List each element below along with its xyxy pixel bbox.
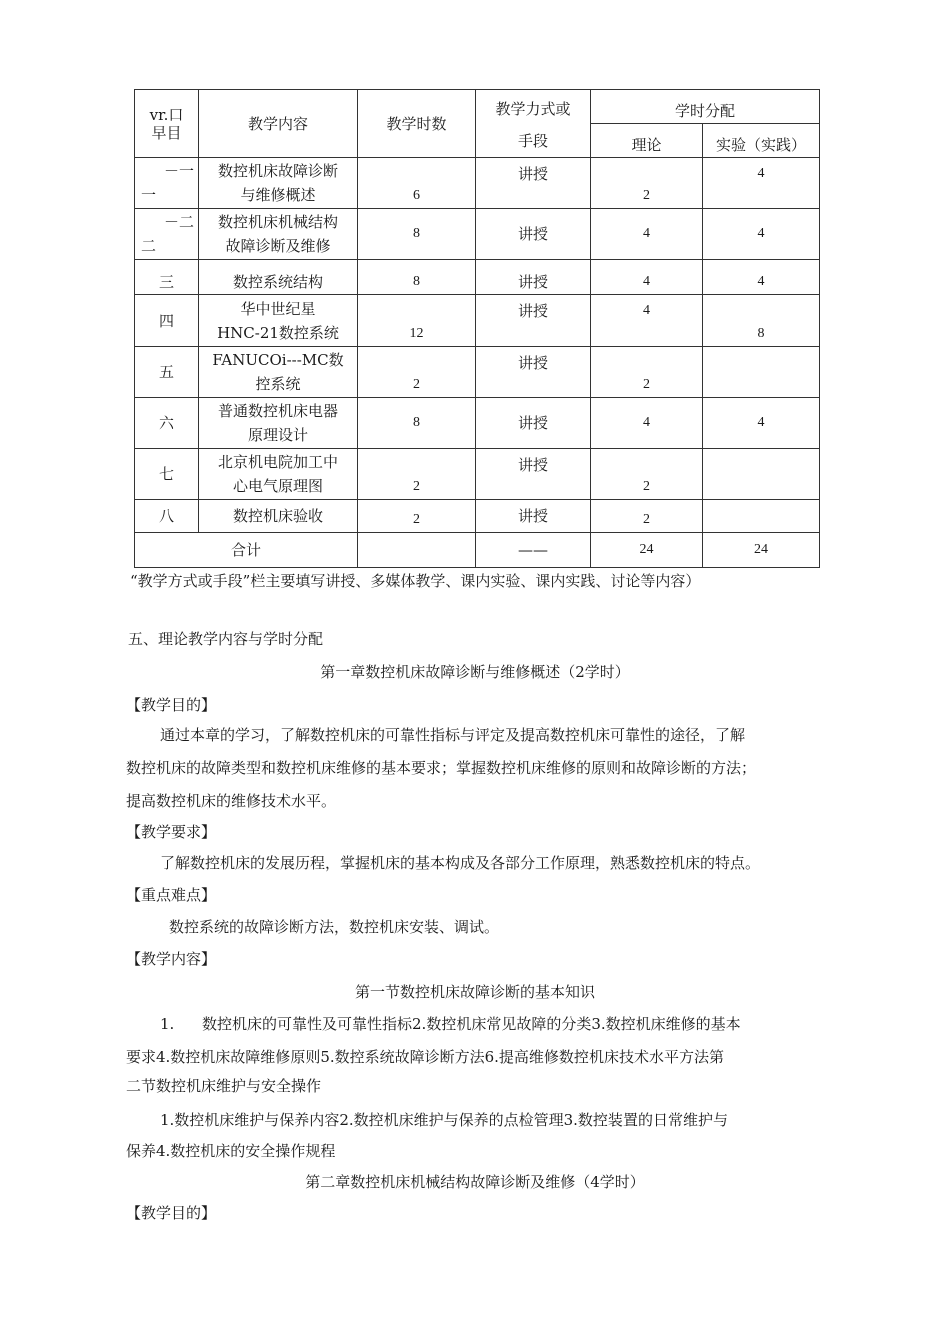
row-method: 讲授	[476, 209, 591, 260]
row-seq: 七	[135, 449, 199, 500]
label-purpose: 【教学目的】	[126, 696, 217, 714]
content-line4: 1.数控机床维护与保养内容2.数控机床维护与保养的点检管理3.数控装置的日常维护与	[160, 1111, 728, 1129]
row-content: 数控系统结构	[199, 260, 358, 295]
total-hours	[358, 533, 476, 568]
row-theory: 4	[591, 209, 703, 260]
row-practice: 4	[703, 158, 820, 209]
row-hours: 12	[358, 295, 476, 347]
total-practice: 24	[703, 533, 820, 568]
purpose-line1: 通过本章的学习，了解数控机床的可靠性指标与评定及提高数控机床可靠性的途径，了解	[160, 726, 746, 744]
header-allocation: 学时分配	[591, 90, 820, 124]
header-seq-bottom: 早目	[151, 123, 182, 142]
purpose-line3: 提高数控机床的维修技术水平。	[126, 792, 337, 810]
chapter2-title: 第二章数控机床机械结构故障诊断及维修（4学时）	[305, 1173, 645, 1191]
row-content: FANUCOi---MC数 控系统	[199, 347, 358, 398]
content-line5: 保养4.数控机床的安全操作规程	[126, 1142, 336, 1160]
total-label: 合计	[135, 533, 358, 568]
row-hours: 2	[358, 449, 476, 500]
row-theory: 4	[591, 398, 703, 449]
requirement-text: 了解数控机床的发展历程，掌握机床的基本构成及各部分工作原理，熟悉数控机床的特点。	[160, 854, 761, 872]
label-keypoints: 【重点难点】	[126, 886, 217, 904]
row-method: 讲授	[476, 295, 591, 347]
row-practice: 8	[703, 295, 820, 347]
row-seq: 六	[135, 398, 199, 449]
label-purpose2: 【教学目的】	[126, 1204, 217, 1222]
table-row	[135, 347, 820, 398]
header-seq-top: vr.口	[149, 105, 184, 124]
row-theory: 2	[591, 449, 703, 500]
row-seq: 三	[135, 260, 199, 295]
content-line1: 数控机床的可靠性及可靠性指标2.数控机床常见故障的分类3.数控机床维修的基本	[202, 1015, 741, 1033]
row-hours: 2	[358, 500, 476, 533]
row-content: 数控机床机械结构 故障诊断及维修	[199, 209, 358, 260]
table-row	[135, 209, 820, 260]
content-line1-num: 1.	[160, 1015, 175, 1033]
row-hours: 8	[358, 209, 476, 260]
row-content: 普通数控机床电器 原理设计	[199, 398, 358, 449]
table-note: “教学方式或手段”栏主要填写讲授、多媒体教学、课内实验、课内实践、讨论等内容）	[130, 572, 701, 590]
row-practice	[703, 449, 820, 500]
header-seq	[135, 90, 199, 158]
row-content: 数控机床故障诊断 与维修概述	[199, 158, 358, 209]
row-seq: －二 二	[135, 209, 199, 260]
row-practice: 4	[703, 209, 820, 260]
row-practice: 4	[703, 398, 820, 449]
row-seq: －一 一	[135, 158, 199, 209]
table-row	[135, 158, 820, 209]
table-row	[135, 449, 820, 500]
header-hours: 教学时数	[358, 90, 476, 158]
chapter1-title: 第一章数控机床故障诊断与维修概述（2学时）	[320, 663, 630, 681]
row-content: 华中世纪星 HNC-21数控系统	[199, 295, 358, 347]
label-content: 【教学内容】	[126, 950, 217, 968]
label-requirement: 【教学要求】	[126, 823, 217, 841]
table-row	[135, 295, 820, 347]
header-theory: 理论	[591, 124, 703, 158]
row-method: 讲授	[476, 158, 591, 209]
row-method: 讲授	[476, 347, 591, 398]
row-seq: 五	[135, 347, 199, 398]
row-practice	[703, 500, 820, 533]
header-practice: 实验（实践）	[703, 124, 820, 158]
teaching-hours-table	[134, 89, 820, 568]
row-practice	[703, 347, 820, 398]
header-method-line1: 教学力式或	[495, 100, 571, 118]
row-method: 讲授	[476, 398, 591, 449]
content-line2: 要求4.数控机床故障维修原则5.数控系统故障诊断方法6.提高维修数控机床技术水平方法第	[126, 1048, 724, 1066]
purpose-line2: 数控机床的故障类型和数控机床维修的基本要求；掌握数控机床维修的原则和故障诊断的方法；	[126, 759, 757, 777]
header-content: 教学内容	[199, 90, 358, 158]
row-theory: 2	[591, 158, 703, 209]
row-theory: 4	[591, 295, 703, 347]
keypoints-text: 数控系统的故障诊断方法，数控机床安装、调试。	[169, 918, 500, 936]
row-hours: 8	[358, 398, 476, 449]
row-method: 讲授	[476, 449, 591, 500]
header-method	[476, 90, 591, 158]
content-line3: 二节数控机床维护与安全操作	[126, 1077, 322, 1095]
header-method-line2: 手段	[517, 132, 548, 150]
row-theory: 2	[591, 500, 703, 533]
section1-title: 第一节数控机床故障诊断的基本知识	[354, 983, 595, 1001]
section-title: 五、理论教学内容与学时分配	[128, 630, 324, 648]
row-seq: 八	[135, 500, 199, 533]
row-seq: 四	[135, 295, 199, 347]
row-method: 讲授	[476, 260, 591, 295]
table-row	[135, 500, 820, 533]
row-theory: 4	[591, 260, 703, 295]
row-practice: 4	[703, 260, 820, 295]
row-content: 北京机电院加工中 心电气原理图	[199, 449, 358, 500]
total-theory: 24	[591, 533, 703, 568]
row-hours: 2	[358, 347, 476, 398]
row-hours: 8	[358, 260, 476, 295]
total-row	[135, 533, 820, 568]
row-hours: 6	[358, 158, 476, 209]
row-content: 数控机床验收	[199, 500, 358, 533]
table-row	[135, 398, 820, 449]
table-row	[135, 260, 820, 295]
row-theory: 2	[591, 347, 703, 398]
total-method: ——	[476, 533, 591, 568]
row-method: 讲授	[476, 500, 591, 533]
